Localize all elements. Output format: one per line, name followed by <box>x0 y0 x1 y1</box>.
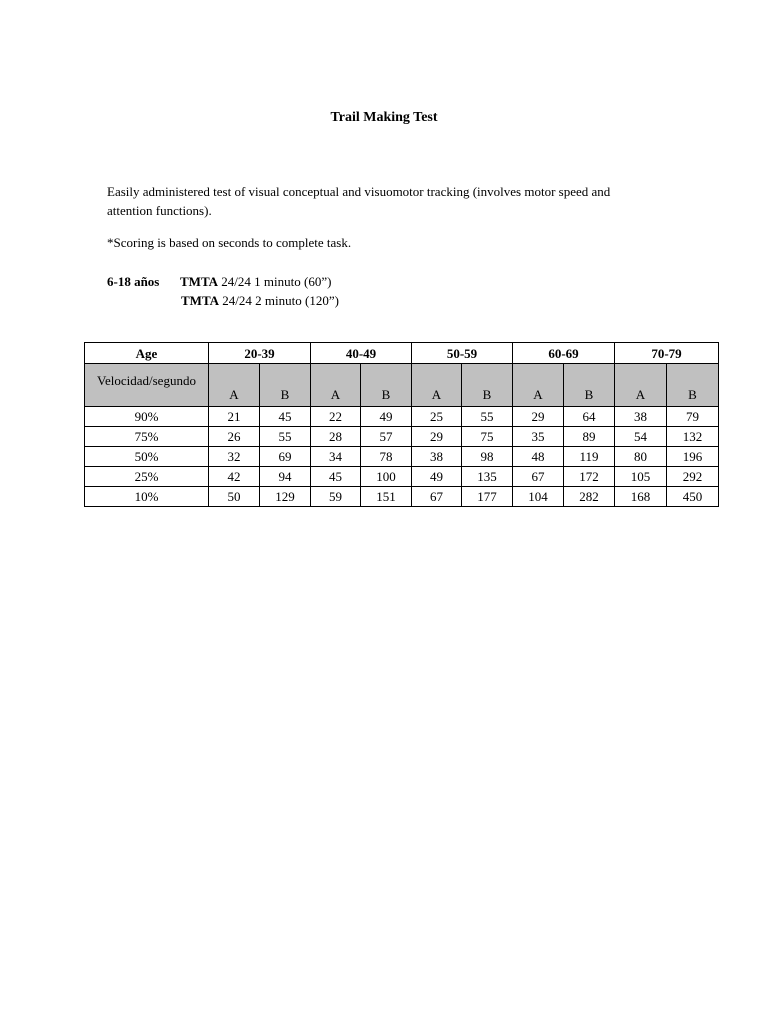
value-cell: 79 <box>667 407 719 427</box>
value-cell: 38 <box>615 407 667 427</box>
percentile-cell: 10% <box>85 487 209 507</box>
table-row <box>85 487 719 507</box>
table-header-row <box>85 343 719 364</box>
value-cell: 104 <box>513 487 564 507</box>
part-header: A <box>209 364 260 407</box>
tmt-label-1: TMTA <box>180 274 219 289</box>
percentile-cell: 50% <box>85 447 209 467</box>
part-header: B <box>361 364 412 407</box>
value-cell: 25 <box>412 407 462 427</box>
value-cell: 34 <box>311 447 361 467</box>
value-cell: 29 <box>513 407 564 427</box>
part-header: B <box>667 364 719 407</box>
value-cell: 292 <box>667 467 719 487</box>
table-row <box>85 407 719 427</box>
age-group-header: 20-39 <box>209 343 311 364</box>
age-header: Age <box>85 343 209 364</box>
norms-table <box>84 342 719 507</box>
scoring-note: *Scoring is based on seconds to complete task. <box>107 235 352 250</box>
value-cell: 119 <box>564 447 615 467</box>
value-cell: 98 <box>462 447 513 467</box>
value-cell: 168 <box>615 487 667 507</box>
value-cell: 22 <box>311 407 361 427</box>
value-cell: 69 <box>260 447 311 467</box>
table-row <box>85 427 719 447</box>
value-cell: 100 <box>361 467 412 487</box>
value-cell: 75 <box>462 427 513 447</box>
age-group-header: 70-79 <box>615 343 719 364</box>
value-cell: 59 <box>311 487 361 507</box>
description-text: Easily administered test of visual conceptual and visuomotor tracking (involves motor speed and attention functions). <box>107 184 611 218</box>
part-header: B <box>564 364 615 407</box>
age-group-header: 60-69 <box>513 343 615 364</box>
value-cell: 135 <box>462 467 513 487</box>
value-cell: 64 <box>564 407 615 427</box>
age-group-header: 50-59 <box>412 343 513 364</box>
age-6-18-line-2 <box>107 291 339 310</box>
value-cell: 67 <box>513 467 564 487</box>
value-cell: 26 <box>209 427 260 447</box>
value-cell: 78 <box>361 447 412 467</box>
part-header: B <box>462 364 513 407</box>
value-cell: 38 <box>412 447 462 467</box>
value-cell: 89 <box>564 427 615 447</box>
table-subheader-row <box>85 364 719 407</box>
part-header: A <box>311 364 361 407</box>
value-cell: 105 <box>615 467 667 487</box>
value-cell: 49 <box>412 467 462 487</box>
value-cell: 28 <box>311 427 361 447</box>
value-cell: 57 <box>361 427 412 447</box>
value-cell: 42 <box>209 467 260 487</box>
value-cell: 45 <box>260 407 311 427</box>
value-cell: 45 <box>311 467 361 487</box>
value-cell: 55 <box>462 407 513 427</box>
table-row <box>85 467 719 487</box>
table-row <box>85 447 719 467</box>
value-cell: 54 <box>615 427 667 447</box>
age-group-header: 40-49 <box>311 343 412 364</box>
value-cell: 132 <box>667 427 719 447</box>
value-cell: 29 <box>412 427 462 447</box>
percentile-cell: 75% <box>85 427 209 447</box>
value-cell: 177 <box>462 487 513 507</box>
value-cell: 94 <box>260 467 311 487</box>
percentile-cell: 25% <box>85 467 209 487</box>
tmt-label-2: TMTA <box>181 293 220 308</box>
part-header: A <box>412 364 462 407</box>
tmt-detail-2: 24/24 2 minuto (120”) <box>219 293 339 308</box>
value-cell: 450 <box>667 487 719 507</box>
value-cell: 282 <box>564 487 615 507</box>
value-cell: 172 <box>564 467 615 487</box>
velocity-header: Velocidad/segundo <box>85 364 209 407</box>
value-cell: 67 <box>412 487 462 507</box>
tmt-detail-1: 24/24 1 minuto (60”) <box>218 274 332 289</box>
value-cell: 48 <box>513 447 564 467</box>
page-title: Trail Making Test <box>330 110 438 125</box>
part-header: A <box>513 364 564 407</box>
value-cell: 32 <box>209 447 260 467</box>
value-cell: 196 <box>667 447 719 467</box>
value-cell: 21 <box>209 407 260 427</box>
value-cell: 151 <box>361 487 412 507</box>
value-cell: 129 <box>260 487 311 507</box>
age-6-18-line-1 <box>107 272 339 291</box>
age-range-label: 6-18 años <box>107 274 160 289</box>
value-cell: 80 <box>615 447 667 467</box>
value-cell: 49 <box>361 407 412 427</box>
value-cell: 50 <box>209 487 260 507</box>
part-header: B <box>260 364 311 407</box>
value-cell: 35 <box>513 427 564 447</box>
percentile-cell: 90% <box>85 407 209 427</box>
age-6-18-section <box>107 272 339 310</box>
part-header: A <box>615 364 667 407</box>
value-cell: 55 <box>260 427 311 447</box>
